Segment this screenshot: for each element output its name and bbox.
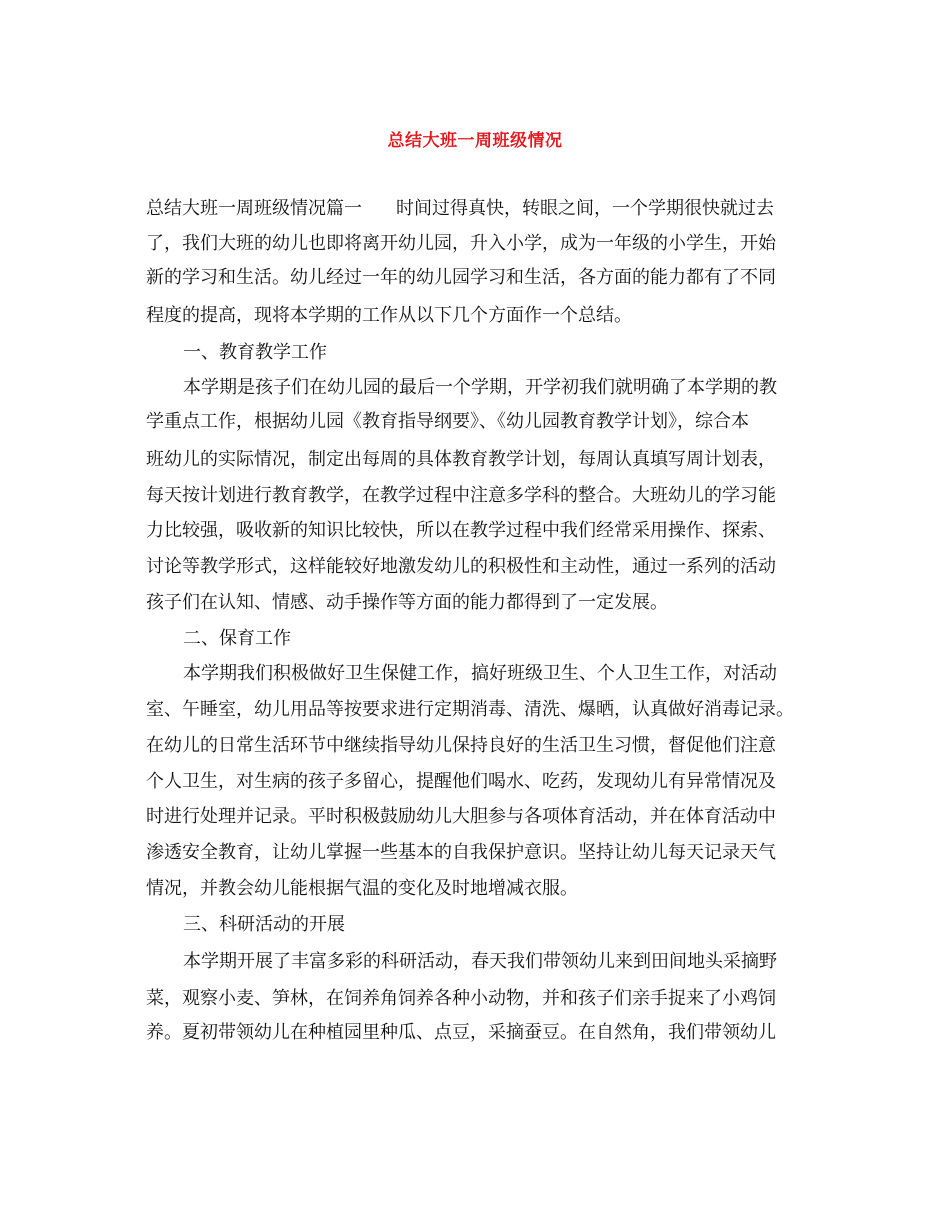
text-line: 个人卫生，对生病的孩子多留心，提醒他们喝水、吃药，发现幼儿有异常情况及	[146, 771, 776, 792]
text-line: 在幼儿的日常生活环节中继续指导幼儿保持良好的生活卫生习惯，督促他们注意	[146, 735, 776, 756]
text-line: 力比较强，吸收新的知识比较快，所以在教学过程中我们经常采用操作、探索、	[146, 520, 776, 541]
text-line: 本学期开展了丰富多彩的科研活动，春天我们带领幼儿来到田间地头采摘野	[183, 951, 777, 972]
text-line: 新的学习和生活。幼儿经过一年的幼儿园学习和生活，各方面的能力都有了不同	[146, 267, 776, 288]
text-line: 菜，观察小麦、笋林，在饲养角饲养各种小动物，并和孩子们亲手捉来了小鸡饲	[146, 988, 776, 1009]
text-line: 班幼儿的实际情况，制定出每周的具体教育教学计划，每周认真填写周计划表，	[146, 449, 776, 470]
section-heading-inline: 总结大班一周班级情况篇一	[146, 198, 362, 219]
text-line: 程度的提高，现将本学期的工作从以下几个方面作一个总结。	[146, 305, 632, 326]
text-line: 养。夏初带领幼儿在种植园里种瓜、点豆，采摘蚕豆。在自然角，我们带领幼儿	[146, 1022, 776, 1043]
section-heading: 一、教育教学工作	[183, 342, 327, 363]
text-line: 情况，并教会幼儿能根据气温的变化及时地增减衣服。	[146, 878, 578, 899]
text-line: 本学期我们积极做好卫生保健工作，搞好班级卫生、个人卫生工作，对活动	[183, 663, 777, 684]
text-line: 每天按计划进行教育教学，在教学过程中注意多学科的整合。大班幼儿的学习能	[146, 485, 776, 506]
text-line: 学重点工作，根据幼儿园《教育指导纲要》、《幼儿园教育教学计划》，综合本	[146, 411, 749, 432]
paragraph-text: 时间过得真快，转眼之间，一个学期很快就过去	[396, 198, 774, 219]
text-line: 本学期是孩子们在幼儿园的最后一个学期，开学初我们就明确了本学期的教	[183, 377, 777, 398]
section-heading: 二、保育工作	[183, 628, 291, 649]
text-line: 室、午睡室，幼儿用品等按要求进行定期消毒、清洗、爆晒，认真做好消毒记录。	[146, 699, 794, 720]
text-line: 孩子们在认知、情感、动手操作等方面的能力都得到了一定发展。	[146, 592, 668, 613]
section-heading: 三、科研活动的开展	[183, 914, 345, 935]
text-line	[146, 197, 774, 221]
text-line: 时进行处理并记录。平时积极鼓励幼儿大胆参与各项体育活动，并在体育活动中	[146, 806, 776, 827]
document-title: 总结大班一周班级情况	[387, 131, 563, 151]
text-line: 讨论等教学形式，这样能较好地激发幼儿的积极性和主动性，通过一系列的活动	[146, 556, 776, 577]
text-line: 了，我们大班的幼儿也即将离开幼儿园，升入小学，成为一年级的小学生，开始	[146, 233, 776, 254]
text-line: 渗透安全教育，让幼儿掌握一些基本的自我保护意识。坚持让幼儿每天记录天气	[146, 842, 776, 863]
